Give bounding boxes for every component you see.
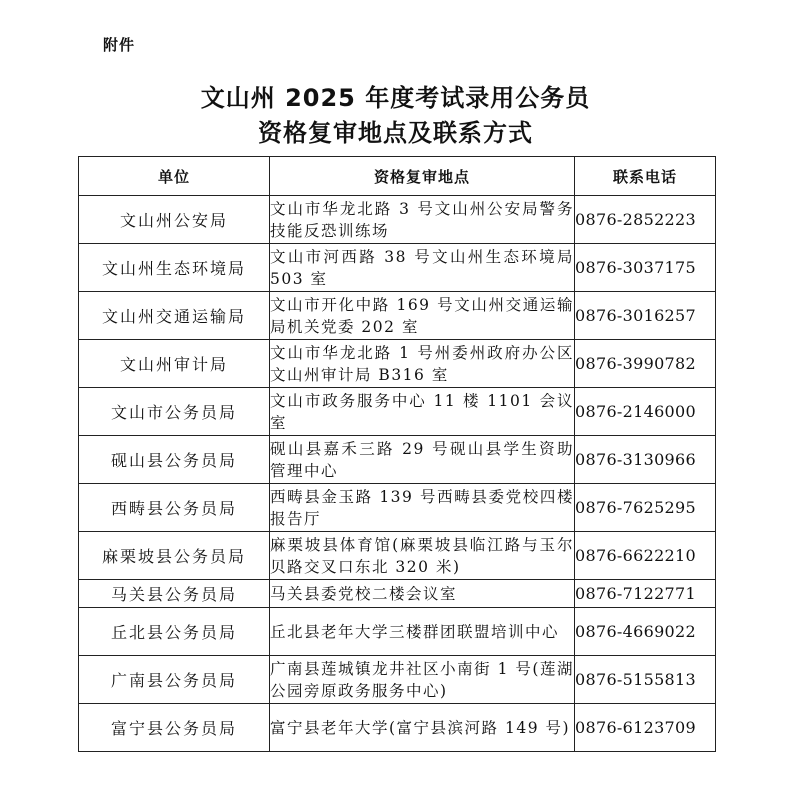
address-cell: 文山市华龙北路 3 号文山州公安局警务技能反恐训练场 bbox=[270, 196, 575, 244]
unit-cell: 麻栗坡县公务员局 bbox=[79, 532, 270, 580]
address-cell: 马关县委党校二楼会议室 bbox=[270, 580, 575, 608]
phone-cell: 0876-6622210 bbox=[575, 532, 716, 580]
column-header-address: 资格复审地点 bbox=[270, 157, 575, 196]
phone-cell: 0876-6123709 bbox=[575, 704, 716, 752]
address-cell: 文山市华龙北路 1 号州委州政府办公区文山州审计局 B316 室 bbox=[270, 340, 575, 388]
unit-cell: 文山州审计局 bbox=[79, 340, 270, 388]
unit-cell: 广南县公务员局 bbox=[79, 656, 270, 704]
phone-cell: 0876-2852223 bbox=[575, 196, 716, 244]
table-row bbox=[79, 656, 716, 704]
address-cell: 富宁县老年大学(富宁县滨河路 149 号) bbox=[270, 704, 575, 752]
document-title: 文山州 2025 年度考试录用公务员 bbox=[200, 84, 591, 112]
table-row bbox=[79, 244, 716, 292]
address-cell: 广南县莲城镇龙井社区小南街 1 号(莲湖公园旁原政务服务中心) bbox=[270, 656, 575, 704]
address-cell: 文山市开化中路 169 号文山州交通运输局机关党委 202 室 bbox=[270, 292, 575, 340]
table-row bbox=[79, 704, 716, 752]
table-row bbox=[79, 580, 716, 608]
table-row bbox=[79, 292, 716, 340]
address-cell: 麻栗坡县体育馆(麻栗坡县临江路与玉尔贝路交叉口东北 320 米) bbox=[270, 532, 575, 580]
unit-cell: 丘北县公务员局 bbox=[79, 608, 270, 656]
table-row bbox=[79, 196, 716, 244]
unit-cell: 文山州交通运输局 bbox=[79, 292, 270, 340]
table-row bbox=[79, 484, 716, 532]
contact-table bbox=[78, 156, 716, 752]
table-row bbox=[79, 608, 716, 656]
unit-cell: 文山州生态环境局 bbox=[79, 244, 270, 292]
phone-cell: 0876-7122771 bbox=[575, 580, 716, 608]
attachment-label: 附件 bbox=[103, 36, 136, 54]
unit-cell: 西畴县公务员局 bbox=[79, 484, 270, 532]
unit-cell: 文山市公务员局 bbox=[79, 388, 270, 436]
unit-cell: 文山州公安局 bbox=[79, 196, 270, 244]
table-header-row bbox=[79, 157, 716, 196]
unit-cell: 砚山县公务员局 bbox=[79, 436, 270, 484]
table-row bbox=[79, 340, 716, 388]
phone-cell: 0876-3990782 bbox=[575, 340, 716, 388]
table-row bbox=[79, 532, 716, 580]
address-cell: 西畴县金玉路 139 号西畴县委党校四楼报告厅 bbox=[270, 484, 575, 532]
table-row bbox=[79, 388, 716, 436]
unit-cell: 富宁县公务员局 bbox=[79, 704, 270, 752]
address-cell: 文山市政务服务中心 11 楼 1101 会议室 bbox=[270, 388, 575, 436]
phone-cell: 0876-4669022 bbox=[575, 608, 716, 656]
column-header-unit: 单位 bbox=[79, 157, 270, 196]
address-cell: 文山市河西路 38 号文山州生态环境局 503 室 bbox=[270, 244, 575, 292]
address-cell: 砚山县嘉禾三路 29 号砚山县学生资助管理中心 bbox=[270, 436, 575, 484]
column-header-phone: 联系电话 bbox=[575, 157, 716, 196]
address-cell: 丘北县老年大学三楼群团联盟培训中心 bbox=[270, 608, 575, 656]
phone-cell: 0876-7625295 bbox=[575, 484, 716, 532]
phone-cell: 0876-5155813 bbox=[575, 656, 716, 704]
phone-cell: 0876-3016257 bbox=[575, 292, 716, 340]
phone-cell: 0876-3130966 bbox=[575, 436, 716, 484]
unit-cell: 马关县公务员局 bbox=[79, 580, 270, 608]
phone-cell: 0876-3037175 bbox=[575, 244, 716, 292]
table-row bbox=[79, 436, 716, 484]
document-subtitle: 资格复审地点及联系方式 bbox=[258, 119, 533, 147]
phone-cell: 0876-2146000 bbox=[575, 388, 716, 436]
